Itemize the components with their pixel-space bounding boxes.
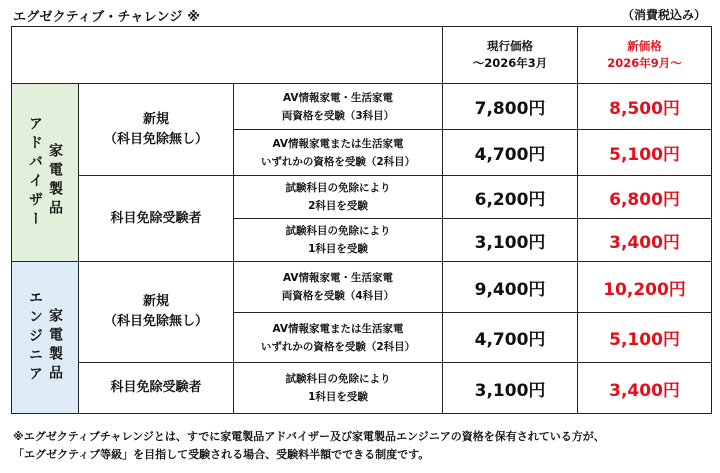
table-row bbox=[12, 363, 712, 414]
condition-cell: AV情報家電・生活家電 両資格を受験（4科目） bbox=[234, 262, 443, 313]
new-price: 10,200円 bbox=[578, 262, 712, 313]
new-price: 6,800円 bbox=[578, 176, 712, 219]
current-price: 7,800円 bbox=[443, 84, 578, 130]
condition-cell: AV情報家電または生活家電 いずれかの資格を受験（2科目） bbox=[234, 130, 443, 176]
header-row bbox=[12, 27, 712, 84]
current-price: 9,400円 bbox=[443, 262, 578, 313]
fee-table bbox=[11, 26, 712, 414]
new-price: 3,400円 bbox=[578, 363, 712, 414]
new-price: 8,500円 bbox=[578, 84, 712, 130]
current-price: 3,100円 bbox=[443, 219, 578, 262]
table-row bbox=[12, 262, 712, 313]
current-price-header: 現行価格 ～2026年3月 bbox=[443, 27, 578, 84]
condition-cell: AV情報家電または生活家電 いずれかの資格を受験（2科目） bbox=[234, 313, 443, 363]
subgroup-label-new: 新規 （科目免除無し） bbox=[79, 84, 234, 176]
header-blank-cell bbox=[12, 27, 443, 84]
condition-cell: AV情報家電・生活家電 両資格を受験（3科目） bbox=[234, 84, 443, 130]
group-label-advisor: アドバイザー 家電製品 bbox=[12, 84, 79, 262]
subgroup-label-exempt: 科目免除受験者 bbox=[79, 176, 234, 262]
group-label-engineer: エンジニア 家電製品 bbox=[12, 262, 79, 414]
page-title: エグゼクティブ・チャレンジ ※ bbox=[13, 10, 201, 25]
condition-cell: 試験科目の免除により 2科目を受験 bbox=[234, 176, 443, 219]
tax-note: （消費税込み） bbox=[621, 8, 706, 22]
condition-cell: 試験科目の免除により 1科目を受験 bbox=[234, 219, 443, 262]
current-price: 6,200円 bbox=[443, 176, 578, 219]
table-row bbox=[12, 84, 712, 130]
footnote: ※エグゼクティブチャレンジとは、すでに家電製品アドバイザー及び家電製品エンジニアの資格を保有されている方が、 「エグゼクティブ等級」を目指して受験される場合、受験料半額でできる制度です。 bbox=[13, 430, 605, 461]
new-price-header: 新価格 2026年9月～ bbox=[578, 27, 712, 84]
current-price: 3,100円 bbox=[443, 363, 578, 414]
current-price: 4,700円 bbox=[443, 130, 578, 176]
new-price: 5,100円 bbox=[578, 313, 712, 363]
new-price: 3,400円 bbox=[578, 219, 712, 262]
new-price: 5,100円 bbox=[578, 130, 712, 176]
subgroup-label-new: 新規 （科目免除無し） bbox=[79, 262, 234, 363]
subgroup-label-exempt: 科目免除受験者 bbox=[79, 363, 234, 414]
current-price: 4,700円 bbox=[443, 313, 578, 363]
condition-cell: 試験科目の免除により 1科目を受験 bbox=[234, 363, 443, 414]
table-row bbox=[12, 176, 712, 219]
